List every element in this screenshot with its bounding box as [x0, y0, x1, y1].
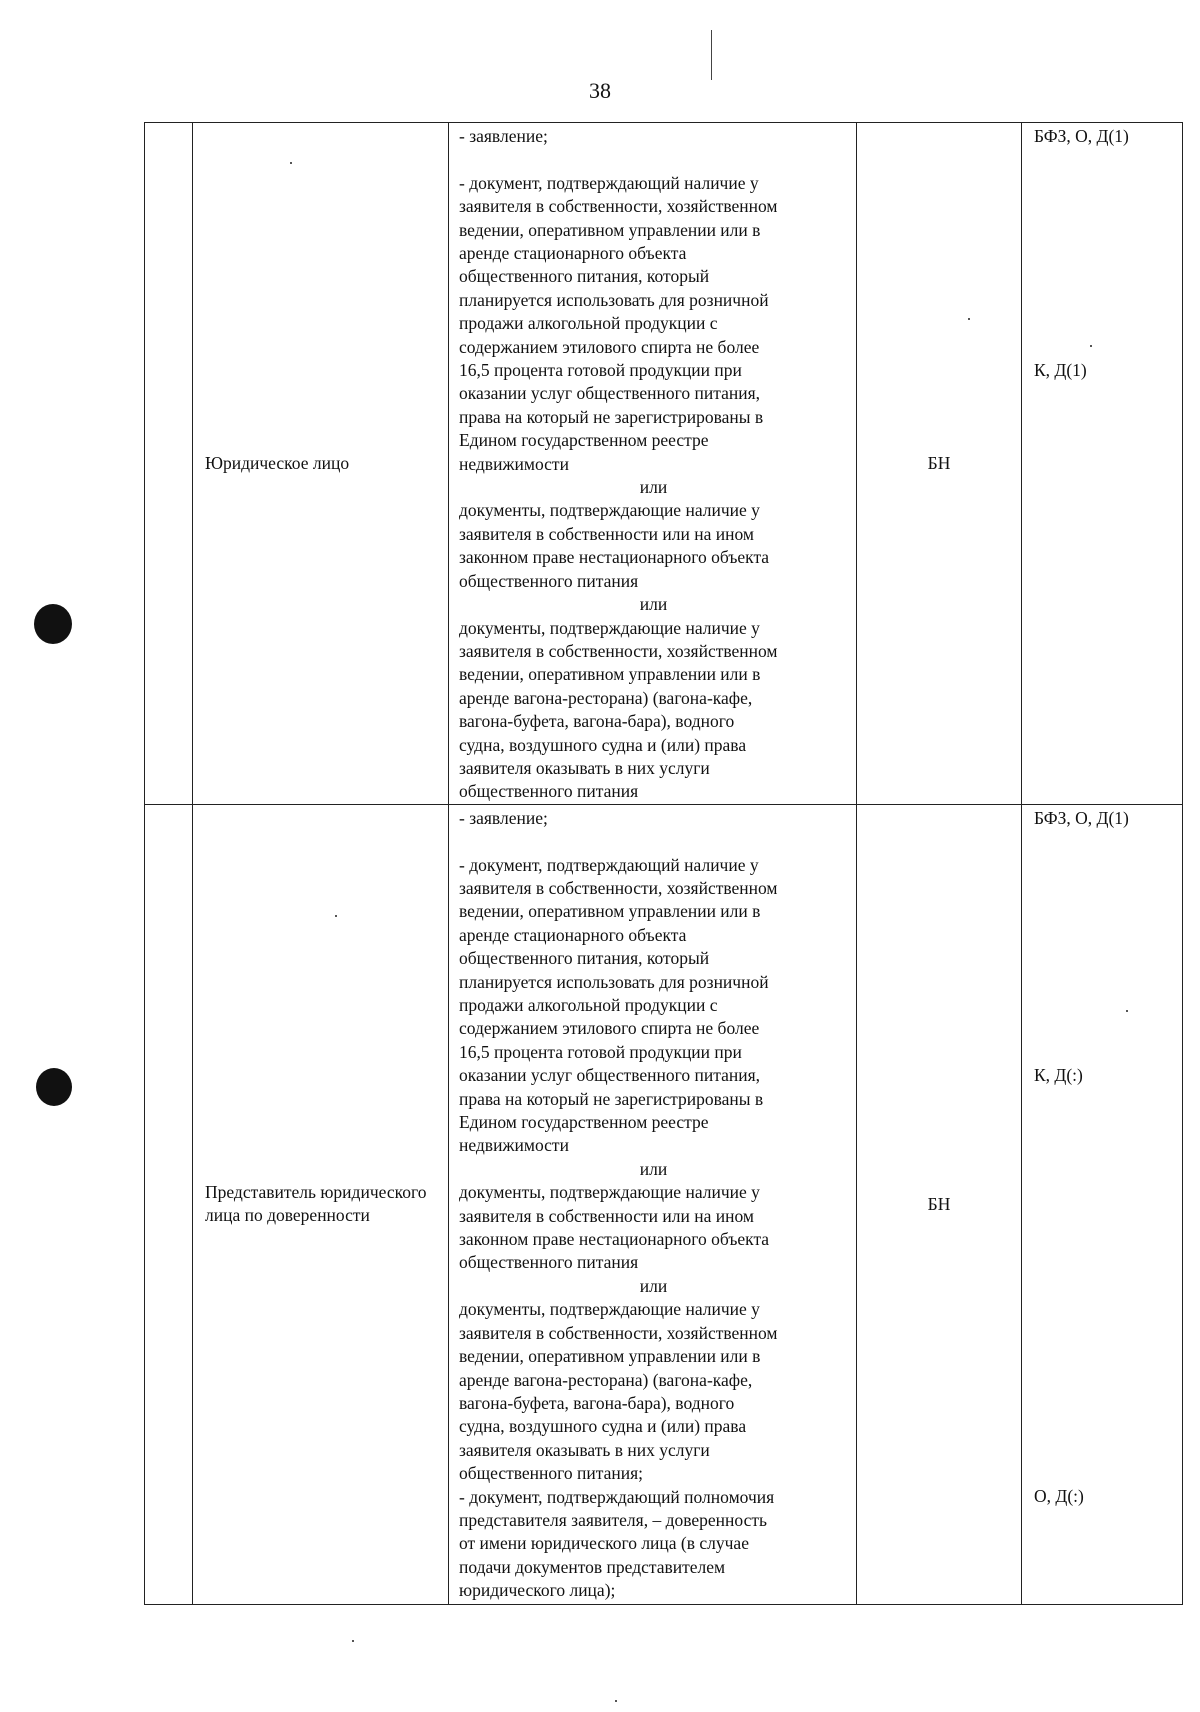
document-line: планируется использовать для розничной [459, 971, 769, 992]
document-line: - заявление; [459, 126, 548, 146]
code-label: БФЗ, О, Д(1) [1034, 807, 1129, 828]
fee-cell [857, 123, 1022, 805]
applicant-cell [193, 804, 449, 1604]
fee-value: БН [927, 1193, 951, 1214]
document-line: заявителя в собственности или на ином [459, 523, 754, 544]
document-line: или [639, 594, 668, 615]
applicant-type: Юридическое лицо [205, 452, 350, 473]
blank-line [459, 148, 848, 171]
document-line: оказании услуг общественного питания, [459, 1065, 760, 1086]
document-line: общественного питания, который [459, 266, 710, 287]
document-line: вагона-буфета, вагона-бара), водного [459, 1392, 735, 1413]
document-line: законном праве нестационарного объекта [459, 547, 770, 568]
row-number-cell [145, 804, 193, 1604]
document-line: заявителя в собственности, хозяйственном [459, 640, 778, 661]
document-line: аренде вагона-ресторана) (вагона-кафе, [459, 1369, 753, 1390]
document-line: общественного питания; [459, 1463, 644, 1484]
document-line: - заявление; [459, 807, 548, 828]
table-row [145, 804, 1183, 1604]
document-line: документы, подтверждающие наличие у [459, 1182, 760, 1203]
document-line: продажи алкогольной продукции с [459, 995, 718, 1015]
code-label: О, Д(:) [1034, 1486, 1084, 1507]
document-line: - документ, подтверждающий наличие у [459, 172, 759, 193]
applicant-cell [193, 123, 449, 805]
document-line: или [639, 1158, 668, 1179]
documents-cell [449, 123, 857, 805]
document-line: общественного питания [459, 1252, 639, 1273]
document-line: ведении, оперативном управлении или в [459, 1346, 761, 1367]
document-line: ведении, оперативном управлении или в [459, 219, 761, 240]
document-line: содержанием этилового спирта не более [459, 1018, 760, 1039]
document-line: от имени юридического лица (в случае [459, 1533, 749, 1554]
document-line: ведении, оперативном управлении или в [459, 664, 761, 685]
document-line: представителя заявителя, – доверенность [459, 1509, 767, 1530]
document-line: законном праве нестационарного объекта [459, 1229, 770, 1250]
document-line: недвижимости [459, 1135, 569, 1156]
document-line: подачи документов представителем [459, 1556, 726, 1577]
document-line: Едином государственном реестре [459, 430, 709, 451]
document-line: содержанием этилового спирта не более [459, 336, 760, 357]
document-line: заявителя в собственности, хозяйственном [459, 196, 778, 217]
document-line: заявителя в собственности или на ином [459, 1205, 754, 1226]
page-number: 38 [589, 78, 611, 103]
document-line: документы, подтверждающие наличие у [459, 617, 760, 638]
document-line: - документ, подтверждающий наличие у [459, 854, 759, 875]
document-line: заявителя в собственности, хозяйственном [459, 1322, 778, 1343]
document-line: судна, воздушного судна и (или) права [459, 1416, 747, 1437]
document-line: ведении, оперативном управлении или в [459, 901, 761, 922]
document-line: права на который не зарегистрированы в [459, 1088, 764, 1109]
document-line: общественного питания [459, 781, 639, 802]
table-row [145, 123, 1183, 805]
document-line: документы, подтверждающие наличие у [459, 1299, 760, 1320]
document-line: - документ, подтверждающий полномочия [459, 1486, 775, 1507]
code-label: К, Д(1) [1034, 360, 1087, 380]
code-label: БФЗ, О, Д(1) [1034, 126, 1129, 146]
document-line: 16,5 процента готовой продукции при [459, 360, 742, 381]
document-line: документы, подтверждающие наличие у [459, 500, 760, 521]
blank-line [459, 830, 848, 853]
document-line: недвижимости [459, 453, 569, 474]
document-line: юридического лица); [459, 1580, 616, 1601]
document-line: общественного питания, который [459, 948, 710, 969]
code-label: К, Д(:) [1034, 1065, 1083, 1086]
documents-table [144, 122, 1183, 1605]
document-line: оказании услуг общественного питания, [459, 383, 760, 404]
punch-hole [36, 1068, 72, 1106]
document-line: планируется использовать для розничной [459, 289, 769, 310]
documents-cell [449, 804, 857, 1604]
punch-hole [34, 604, 72, 644]
applicant-type: Представитель юридического лица по доверенности [205, 1181, 427, 1226]
document-line: продажи алкогольной продукции с [459, 313, 718, 334]
scan-speck [615, 1700, 617, 1702]
document-line: заявителя оказывать в них услуги [459, 757, 710, 778]
fee-cell [857, 804, 1022, 1604]
document-line: или [639, 1275, 668, 1296]
document-line: аренде стационарного объекта [459, 243, 687, 264]
document-line: заявителя оказывать в них услуги [459, 1439, 710, 1460]
document-line: или [639, 477, 668, 498]
codes-cell [1022, 123, 1183, 805]
scan-mark [711, 30, 712, 80]
document-line: общественного питания [459, 570, 639, 591]
fee-value: БН [927, 452, 951, 473]
document-line: 16,5 процента готовой продукции при [459, 1041, 742, 1062]
document-line: Едином государственном реестре [459, 1112, 709, 1133]
codes-cell [1022, 804, 1183, 1604]
document-line: аренде стационарного объекта [459, 924, 687, 945]
scan-speck [352, 1640, 354, 1642]
document-line: судна, воздушного судна и (или) права [459, 734, 747, 755]
row-number-cell [145, 123, 193, 805]
document-line: права на который не зарегистрированы в [459, 406, 764, 427]
document-line: вагона-буфета, вагона-бара), водного [459, 711, 735, 732]
document-line: аренде вагона-ресторана) (вагона-кафе, [459, 687, 753, 708]
document-line: заявителя в собственности, хозяйственном [459, 877, 778, 898]
